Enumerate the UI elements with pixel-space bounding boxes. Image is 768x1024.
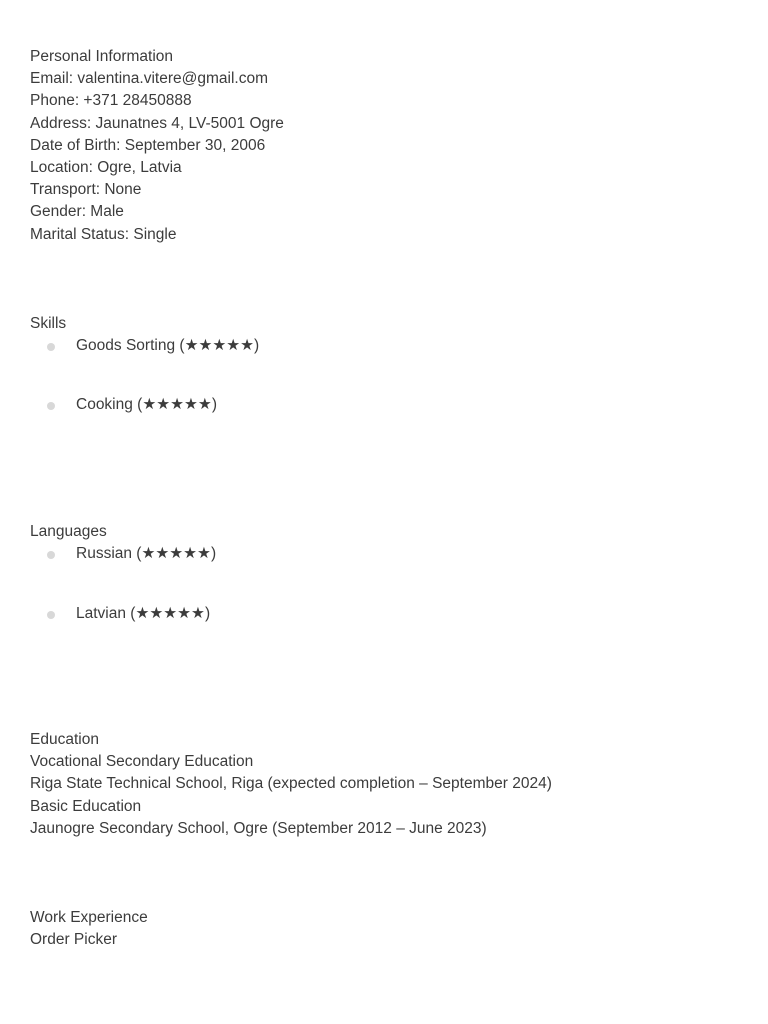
language-item	[30, 603, 750, 625]
language-item-text: Russian (★★★★★)	[76, 545, 217, 562]
star-rating: ★★★★★	[142, 396, 212, 413]
languages-section	[30, 521, 750, 622]
bullet-dot	[47, 402, 55, 410]
personal-information-section	[30, 46, 284, 246]
star-rating: ★★★★★	[141, 545, 211, 562]
work-section-title: Work Experience	[30, 909, 148, 926]
education-degree: Vocational Secondary Education	[30, 753, 254, 771]
education-section-title: Education	[30, 731, 99, 748]
education-detail: Riga State Technical School, Riga (expected completion – September 2024)	[30, 775, 552, 793]
education-degree: Basic Education	[30, 797, 142, 815]
bullet-dot	[47, 343, 55, 351]
skill-label: Cooking	[76, 396, 133, 413]
skills-section-title: Skills	[30, 315, 67, 332]
skill-item	[30, 394, 750, 416]
education-detail: Jaunogre Secondary School, Ogre (September 2012 – June 2023)	[30, 819, 487, 837]
marital-status-line: Marital Status: Single	[30, 225, 177, 243]
transport-line: Transport: None	[30, 181, 142, 199]
education-section	[30, 729, 552, 840]
location-line: Location: Ogre, Latvia	[30, 158, 182, 176]
languages-section-title: Languages	[30, 523, 107, 540]
language-label: Latvian	[76, 605, 126, 622]
date-of-birth-line: Date of Birth: September 30, 2006	[30, 136, 266, 154]
star-rating: ★★★★★	[135, 605, 205, 622]
skill-label: Goods Sorting	[76, 337, 176, 354]
phone-line: Phone: +371 28450888	[30, 92, 192, 110]
skills-section	[30, 313, 750, 413]
address-line: Address: Jaunatnes 4, LV-5001 Ogre	[30, 114, 284, 132]
bullet-dot	[47, 611, 55, 619]
language-label: Russian	[76, 545, 132, 562]
language-item-text: Latvian (★★★★★)	[76, 605, 211, 622]
skill-item	[30, 335, 750, 357]
star-rating: ★★★★★	[184, 337, 255, 354]
bullet-dot	[47, 551, 55, 559]
email-line: Email: valentina.vitere@gmail.com	[30, 70, 268, 88]
skill-item-text: Goods Sorting (★★★★★)	[76, 337, 260, 354]
work-position: Order Picker	[30, 931, 117, 949]
work-experience-section	[30, 907, 148, 951]
gender-line: Gender: Male	[30, 203, 124, 221]
personal-section-title: Personal Information	[30, 48, 174, 65]
skill-item-text: Cooking (★★★★★)	[76, 396, 217, 413]
language-item	[30, 543, 750, 565]
